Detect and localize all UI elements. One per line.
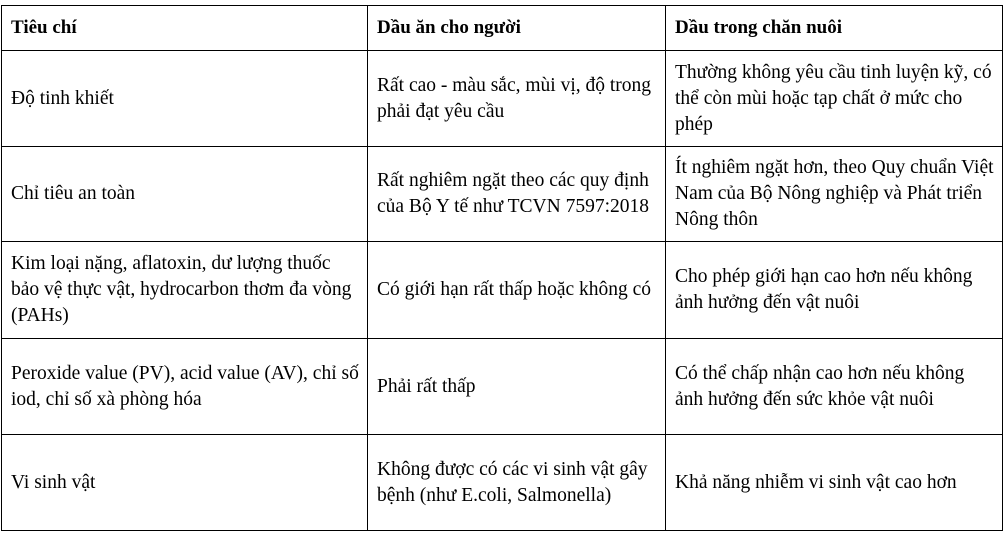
comparison-table xyxy=(1,5,1003,531)
header-criteria: Tiêu chí xyxy=(2,6,368,51)
cell-livestock-oil: Có thể chấp nhận cao hơn nếu không ảnh hưởng đến sức khỏe vật nuôi xyxy=(666,339,1003,435)
table-header-row xyxy=(2,6,1003,51)
cell-livestock-oil: Thường không yêu cầu tinh luyện kỹ, có thể còn mùi hoặc tạp chất ở mức cho phép xyxy=(666,51,1003,147)
table-row xyxy=(2,147,1003,242)
cell-human-oil: Không được có các vi sinh vật gây bệnh (như E.coli, Salmonella) xyxy=(368,435,666,531)
cell-livestock-oil: Khả năng nhiễm vi sinh vật cao hơn xyxy=(666,435,1003,531)
cell-criteria: Peroxide value (PV), acid value (AV), chỉ số iod, chỉ số xà phòng hóa xyxy=(2,339,368,435)
cell-criteria: Độ tinh khiết xyxy=(2,51,368,147)
header-human-oil: Dầu ăn cho người xyxy=(368,6,666,51)
cell-livestock-oil: Cho phép giới hạn cao hơn nếu không ảnh hưởng đến vật nuôi xyxy=(666,242,1003,339)
cell-human-oil: Có giới hạn rất thấp hoặc không có xyxy=(368,242,666,339)
header-livestock-oil: Dầu trong chăn nuôi xyxy=(666,6,1003,51)
table-row xyxy=(2,435,1003,531)
table-row xyxy=(2,339,1003,435)
cell-human-oil: Rất cao - màu sắc, mùi vị, độ trong phải đạt yêu cầu xyxy=(368,51,666,147)
cell-criteria: Chỉ tiêu an toàn xyxy=(2,147,368,242)
cell-human-oil: Rất nghiêm ngặt theo các quy định của Bộ Y tế như TCVN 7597:2018 xyxy=(368,147,666,242)
table-row xyxy=(2,51,1003,147)
table-row xyxy=(2,242,1003,339)
cell-livestock-oil: Ít nghiêm ngặt hơn, theo Quy chuẩn Việt Nam của Bộ Nông nghiệp và Phát triển Nông thôn xyxy=(666,147,1003,242)
cell-human-oil: Phải rất thấp xyxy=(368,339,666,435)
cell-criteria: Kim loại nặng, aflatoxin, dư lượng thuốc bảo vệ thực vật, hydrocarbon thơm đa vòng (PAHs) xyxy=(2,242,368,339)
cell-criteria: Vi sinh vật xyxy=(2,435,368,531)
